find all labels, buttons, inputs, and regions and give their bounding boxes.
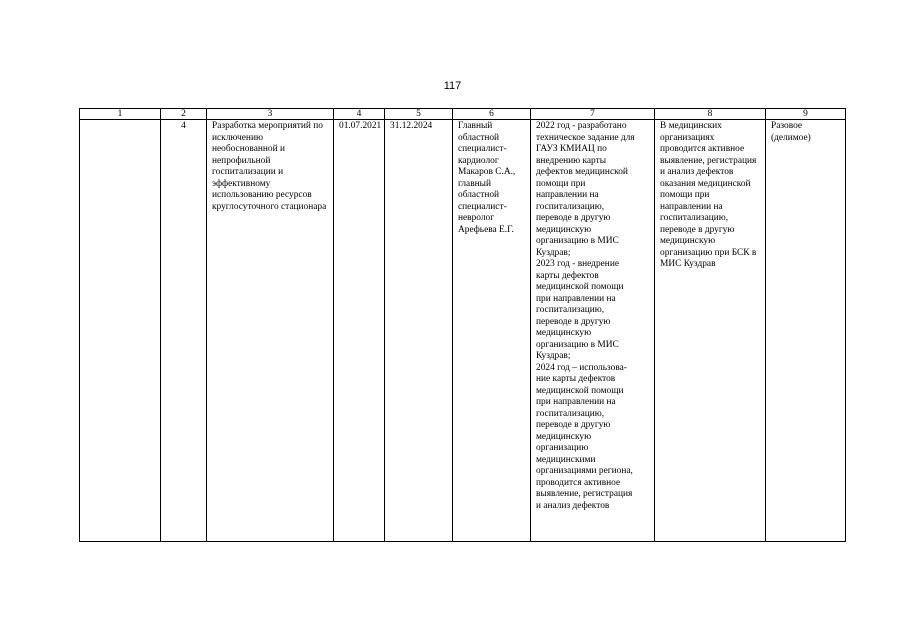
header-cell-5: 5 — [385, 109, 453, 120]
results-line: Куздрав; — [536, 247, 571, 258]
header-cell-6: 6 — [453, 109, 531, 120]
table-row — [80, 120, 846, 542]
plan-table — [79, 108, 846, 542]
results-line: 2022 год - разработано — [536, 121, 627, 131]
results-line: госпитализацию, — [536, 408, 605, 419]
results-line: организацию — [536, 443, 589, 453]
results-line: Куздрав; — [536, 351, 571, 361]
header-cell-9: 9 — [766, 109, 846, 120]
results-line: выявление, регистрация — [536, 489, 633, 499]
results-line: организацию в МИС — [536, 236, 619, 246]
results-line: госпитализацию, — [536, 201, 605, 212]
results-line: проводится активное — [536, 477, 621, 488]
results-line: 2024 год – использова- — [536, 362, 627, 373]
results-line: медицинской помощи — [536, 385, 624, 396]
cell-item-number: 4 — [161, 120, 207, 542]
cell-characteristic: В медицинских организациях проводится активное выявление, регистрация и анализ дефектов оказания медицинской помощи при направлении на госпитализацию, переводе в другую медицинскую организацию при БСК в МИС Куздрав — [655, 120, 766, 542]
header-cell-3: 3 — [207, 109, 334, 120]
header-cell-1: 1 — [80, 109, 161, 120]
results-line: и анализ дефектов — [536, 500, 610, 511]
results-line: организацию в МИС — [536, 339, 619, 350]
results-line: переводе в другую — [536, 420, 611, 430]
results-line: при направлении на — [536, 293, 616, 304]
results-line: медицинскую — [536, 328, 592, 338]
results-line: медицинскую — [536, 224, 592, 235]
results-line: медицинской помощи — [536, 282, 624, 292]
results-line: переводе в другую — [536, 316, 611, 327]
results-line: направлении на — [536, 190, 599, 200]
header-cell-8: 8 — [655, 109, 766, 120]
results-line: помощи при — [536, 178, 586, 189]
cell-responsible: Главный областной специалист-кардиолог Макаров С.А., главный областной специалист-невролог Арефьева Е.Г. — [453, 120, 531, 542]
header-cell-7: 7 — [531, 109, 655, 120]
results-line: госпитализацию, — [536, 305, 605, 315]
results-line: медицинскими — [536, 454, 596, 465]
header-cell-2: 2 — [161, 109, 207, 120]
results-line: переводе в другую — [536, 213, 611, 223]
table-header-row — [80, 109, 846, 120]
results-line: дефектов медицинской — [536, 167, 628, 177]
header-cell-4: 4 — [334, 109, 385, 120]
page-number: 117 — [443, 80, 462, 92]
results-line: 2023 год - внедрение — [536, 259, 619, 269]
results-line: ние карты дефектов — [536, 374, 616, 384]
cell-activity-name: Разработка мероприятий по исключению необоснованной и непрофильной госпитализации и эффективному использованию ресурсов круглосуточного стационара — [207, 120, 334, 542]
results-line: карты дефектов — [536, 270, 599, 281]
results-line: при направлении на — [536, 397, 616, 407]
results-line: техническое задание для — [536, 132, 635, 143]
cell-type: Разовое (делимое) — [766, 120, 846, 542]
cell-section-number — [80, 120, 161, 542]
results-line: организациями региона, — [536, 466, 633, 476]
results-line: ГАУЗ КМИАЦ по — [536, 144, 607, 154]
results-lines — [536, 121, 649, 512]
cell-results — [531, 120, 655, 542]
results-line: медицинскую — [536, 431, 592, 442]
cell-end-date: 31.12.2024 — [385, 120, 453, 542]
cell-start-date: 01.07.2021 — [334, 120, 385, 542]
results-line: внедрению карты — [536, 155, 607, 166]
